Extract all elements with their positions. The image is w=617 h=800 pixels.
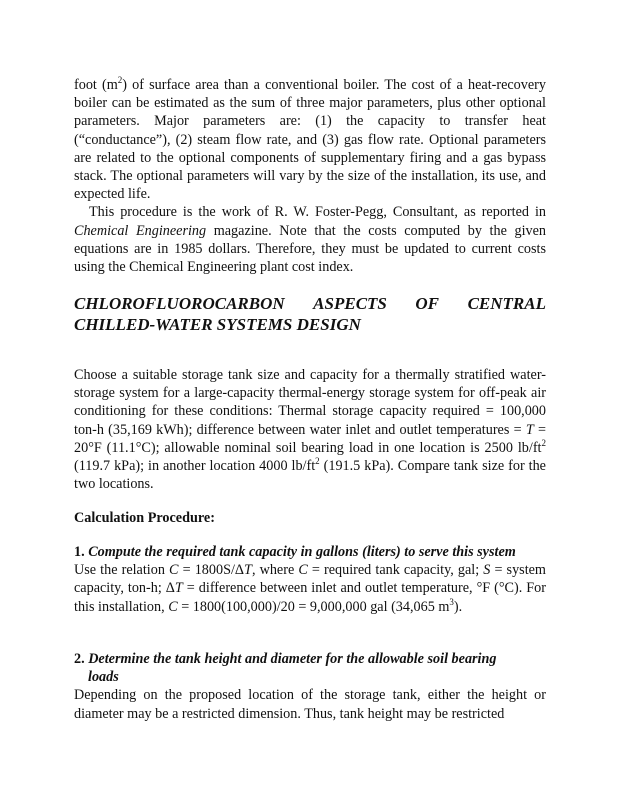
problem-statement — [74, 366, 546, 493]
variable: T — [525, 421, 534, 438]
variable: S — [483, 562, 491, 579]
step-2-body: Depending on the proposed location of the storage tank, either the height or diameter may be a restricted dimension. Thus, tank height may be restricted — [74, 687, 546, 722]
text-run: (119.7 kPa); in another location 4000 lb/ft — [74, 458, 316, 475]
variable: T — [174, 580, 183, 597]
step-1-body — [74, 561, 546, 616]
superscript: 2 — [315, 456, 320, 467]
text-run: = 1800(100,000)/20 = 9,000,000 gal (34,065 m — [177, 598, 450, 615]
title-word: CENTRAL — [467, 294, 546, 313]
text-run: magazine. Note that the costs computed by the given equations are in 1985 dollars. Therefore, they must be updated to current costs using the Chemical Engineering plant cost index. — [74, 222, 546, 276]
text-run: = 1800S/Δ — [178, 562, 245, 579]
text-run: ) of surface area than a conventional boiler. The cost of a heat-recovery boiler can be estimated as the sum of three major parameters, plus other optional parameters. Major parameters are: (1) the capacity to transfer heat (“conductance”), (2) steam flow rate, and (3) gas flow rate. Optional parameters are related to the optional components of supplementary firing and a gas bypass stack. The optional parameters will vary by the size of the installation, its use, and expected life. — [74, 77, 546, 203]
text-run: = required tank capacity, gal; — [307, 562, 484, 579]
magazine-name: Chemical Engineering — [74, 222, 207, 239]
superscript: 2 — [117, 75, 123, 85]
variable: C — [168, 598, 178, 615]
paragraph-source-note — [74, 203, 546, 276]
text-run: Use the relation — [74, 562, 170, 579]
title-word: OF — [415, 294, 440, 313]
variable: C — [169, 562, 179, 579]
step-title: Determine the tank height and diameter for the allowable soil bearing — [88, 651, 497, 667]
section-title-line-2: CHILLED-WATER SYSTEMS DESIGN — [74, 315, 361, 334]
superscript: 2 — [541, 437, 546, 448]
text-run: foot (m — [74, 77, 118, 93]
step-number: 1. — [74, 544, 89, 560]
step-2-heading — [74, 650, 546, 686]
text-run: (191.5 kPa). Compare tank size for the two locations. — [74, 458, 546, 493]
text-run: , where — [251, 562, 299, 579]
title-word: CHLOROFLUOROCARBON — [74, 294, 285, 313]
variable: C — [298, 562, 308, 579]
section-title-line-1 — [74, 293, 546, 314]
paragraph-problem — [74, 366, 546, 493]
title-word: ASPECTS — [313, 294, 387, 313]
text-run: This procedure is the work of R. W. Foster-Pegg, Consultant, as reported in — [89, 204, 546, 221]
calculation-heading — [74, 509, 546, 527]
step-title-continued: loads — [88, 669, 119, 686]
step-2 — [74, 650, 546, 723]
calculation-procedure-heading: Calculation Procedure: — [74, 510, 215, 526]
text-run: ). — [453, 598, 463, 615]
text-run: = system capacity, ton-h; Δ — [74, 562, 546, 597]
step-1-heading — [74, 543, 546, 561]
step-number: 2. — [74, 651, 89, 667]
text-run: = difference between inlet and outlet temperature, °F (°C). For this installation, — [74, 580, 546, 615]
variable: T — [244, 562, 252, 579]
step-title: Compute the required tank capacity in gallons (liters) to serve this system — [88, 544, 516, 560]
section-title — [74, 293, 546, 335]
section-title-text — [74, 293, 546, 335]
paragraph-heat-recovery-cost — [74, 76, 546, 203]
text-run: Choose a suitable storage tank size and capacity for a thermally stratified water-storage system for a large-capacity thermal-energy storage system for off-peak air conditioning for these conditions: Thermal storage capacity required = 100,000 ton-h (35,169 kWh); difference between water inlet and outlet temperatures = — [74, 367, 546, 438]
superscript: 3 — [449, 596, 454, 607]
step-1 — [74, 543, 546, 616]
text-run: = 20°F (11.1°C); allowable nominal soil bearing load in one location is 2500 lb/ft — [74, 421, 546, 456]
intro-section — [74, 76, 546, 276]
